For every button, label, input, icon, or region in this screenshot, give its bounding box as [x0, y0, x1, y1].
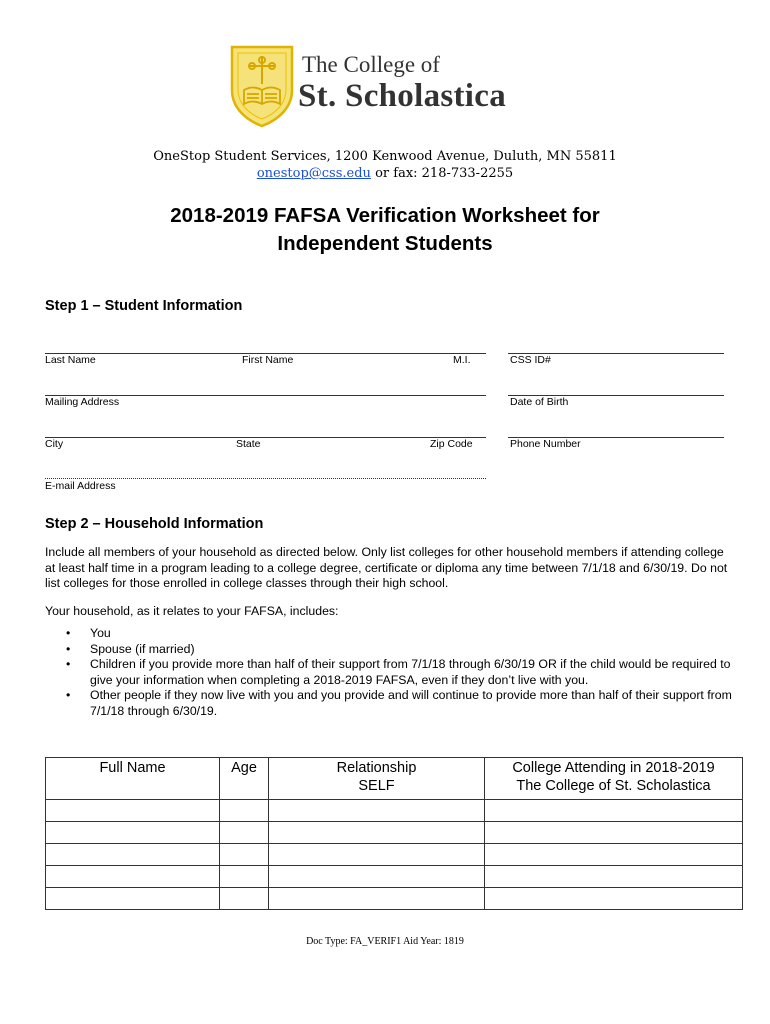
logo-text-line2: St. Scholastica [298, 78, 507, 114]
header-relationship-cell [269, 758, 485, 800]
step2-heading: Step 2 – Household Information [45, 516, 264, 532]
city-state-zip-field[interactable] [45, 437, 486, 438]
table-cell[interactable] [46, 822, 220, 844]
city-label: City [45, 438, 64, 450]
zip-code-label: Zip Code [430, 438, 473, 450]
relationship-self: SELF [358, 778, 395, 794]
table-cell[interactable] [46, 844, 220, 866]
table-row [46, 844, 743, 866]
header-college-cell [485, 758, 743, 800]
list-item: • You [45, 626, 735, 642]
office-address: OneStop Student Services, 1200 Kenwood Avenue, Duluth, MN 55811 [153, 149, 617, 164]
state-label: State [236, 438, 261, 450]
last-name-label: Last Name [45, 354, 96, 366]
email-address-label: E-mail Address [45, 480, 116, 492]
table-row [46, 866, 743, 888]
fax-text: or fax: 218-733-2255 [375, 166, 514, 181]
table-cell[interactable] [485, 888, 743, 910]
table-cell[interactable] [46, 866, 220, 888]
css-id-label: CSS ID# [510, 354, 551, 366]
table-cell[interactable] [269, 822, 485, 844]
header-full-name-cell [46, 758, 220, 800]
phone-number-label: Phone Number [510, 438, 581, 450]
table-cell[interactable] [46, 800, 220, 822]
household-includes-text: Your household, as it relates to your FAFSA, includes: [45, 604, 339, 618]
table-cell[interactable] [220, 844, 269, 866]
table-cell[interactable] [46, 888, 220, 910]
mi-label: M.I. [453, 354, 471, 366]
email-link[interactable]: onestop@css.edu [256, 166, 371, 181]
table-cell[interactable] [269, 800, 485, 822]
table-cell[interactable] [485, 866, 743, 888]
college-self: The College of St. Scholastica [516, 778, 711, 794]
page-title-line2: Independent Students [277, 232, 493, 255]
list-item: • Other people if they now live with you and you provide and will continue to provide more than half of their support from 7/1/18 through 6/30/19. [45, 688, 735, 719]
mailing-address-label: Mailing Address [45, 396, 120, 408]
household-table [45, 757, 743, 910]
table-cell[interactable] [220, 866, 269, 888]
table-cell[interactable] [269, 888, 485, 910]
email-address-field[interactable] [45, 478, 486, 479]
contact-line [0, 166, 770, 181]
step1-heading: Step 1 – Student Information [45, 298, 243, 314]
table-row [46, 758, 743, 800]
table-cell[interactable] [269, 844, 485, 866]
header-full-name: Full Name [99, 760, 166, 776]
page-title-line1: 2018-2019 FAFSA Verification Worksheet for [170, 204, 600, 227]
college-shield-logo [228, 44, 296, 128]
table-row [46, 888, 743, 910]
table-cell[interactable] [220, 800, 269, 822]
table-cell[interactable] [269, 866, 485, 888]
table-row [46, 800, 743, 822]
household-instructions: Include all members of your household as directed below. Only list colleges for other household members if attending college at least half time in a program leading to a college degree, certificate or diploma any time between 7/1/18 and 6/30/19. Do not list colleges for those enrolled in college classes through their high school. [45, 545, 728, 590]
header-age: Age [231, 760, 257, 776]
household-members-list [45, 626, 735, 720]
list-item: • Children if you provide more than half of their support from 7/1/18 through 6/30/19 OR if the child would be required to give your information when completing a 2018-2019 FAFSA, even if they don’t live with you. [45, 657, 735, 688]
header-college: College Attending in 2018-2019 [512, 760, 715, 776]
table-cell[interactable] [485, 822, 743, 844]
doc-type-footer: Doc Type: FA_VERIF1 Aid Year: 1819 [306, 936, 464, 947]
table-cell[interactable] [220, 888, 269, 910]
date-of-birth-label: Date of Birth [510, 396, 569, 408]
table-cell[interactable] [485, 844, 743, 866]
table-cell[interactable] [485, 800, 743, 822]
table-cell[interactable] [220, 822, 269, 844]
list-item: • Spouse (if married) [45, 642, 735, 658]
table-row [46, 822, 743, 844]
logo-text-line1: The College of [302, 52, 440, 77]
header-relationship: Relationship [336, 760, 417, 776]
first-name-label: First Name [242, 354, 294, 366]
header-age-cell [220, 758, 269, 800]
